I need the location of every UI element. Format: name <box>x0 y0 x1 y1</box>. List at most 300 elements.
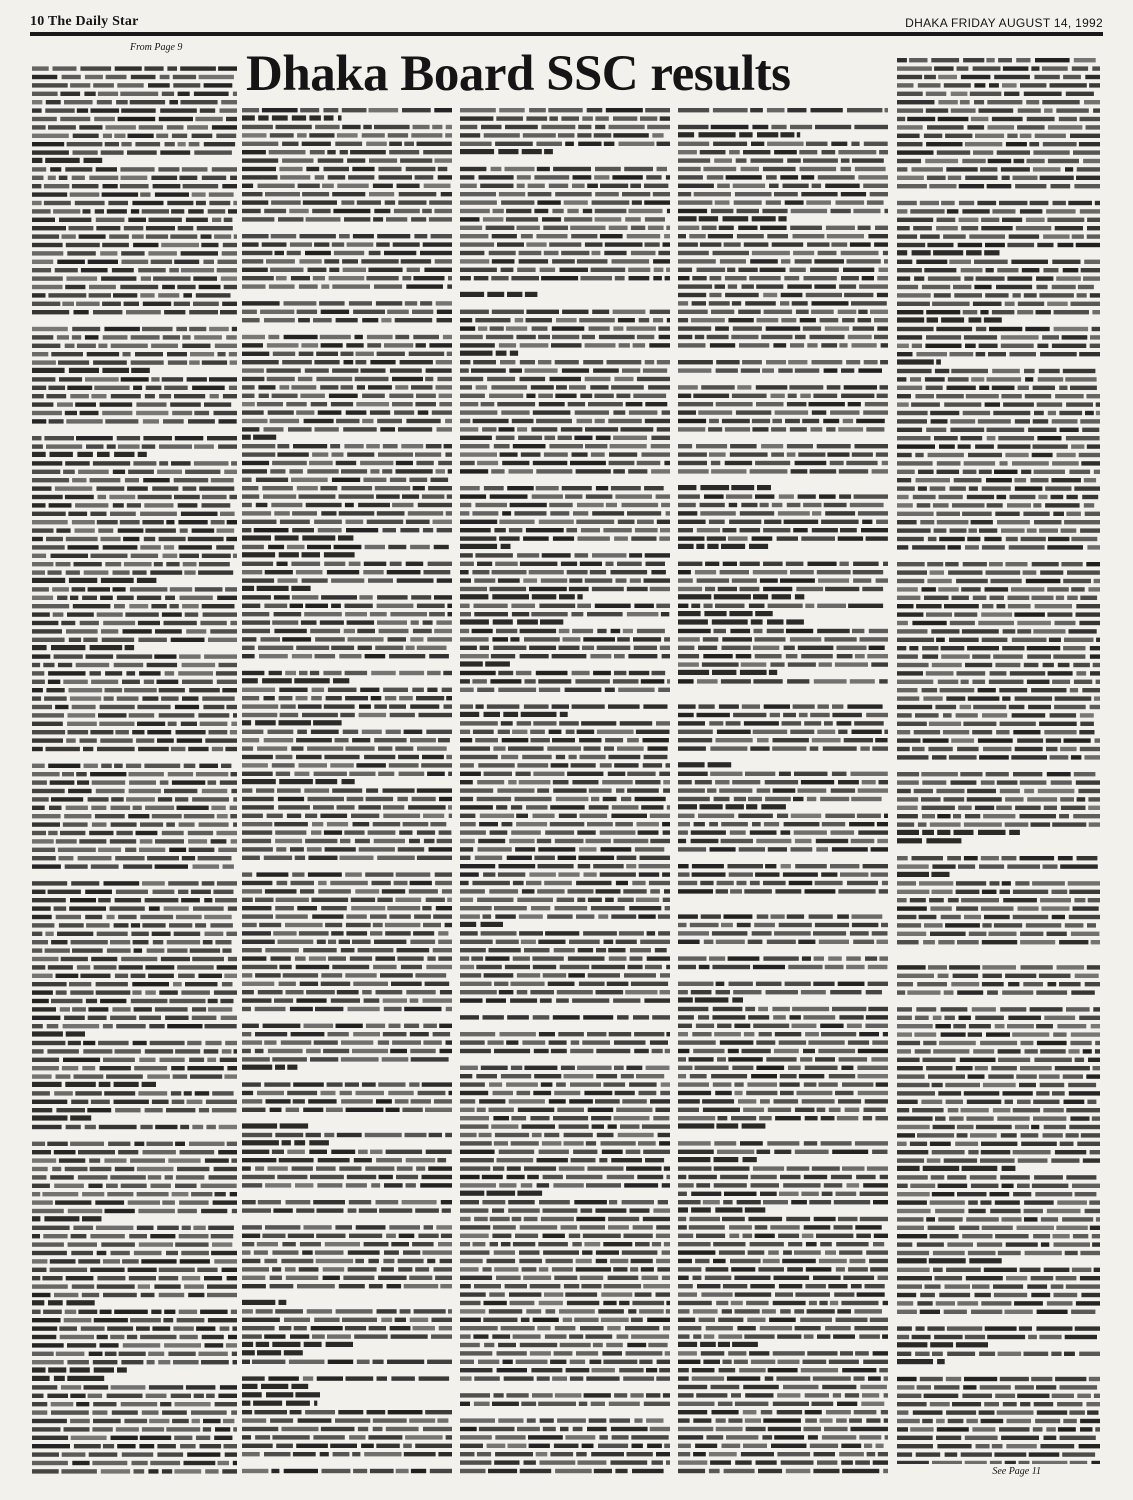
text-line <box>32 134 236 138</box>
text-line <box>460 1200 668 1204</box>
text-line <box>897 680 1100 684</box>
text-line <box>32 1259 237 1263</box>
text-line <box>32 890 234 894</box>
text-line <box>897 317 1002 322</box>
text-line <box>678 594 804 599</box>
text-line <box>242 535 353 540</box>
text-line <box>32 638 237 642</box>
text-line <box>678 721 884 725</box>
text-line <box>460 1435 669 1439</box>
text-line <box>897 250 1000 255</box>
text-line <box>460 200 670 204</box>
text-line <box>678 125 888 129</box>
text-line <box>32 310 237 314</box>
text-line <box>32 1167 237 1171</box>
text-line <box>32 1352 237 1356</box>
text-line <box>460 805 670 809</box>
text-line <box>897 722 1094 726</box>
text-line <box>460 528 670 532</box>
text-line <box>242 1427 452 1431</box>
text-line <box>897 1310 1095 1314</box>
text-line <box>678 1015 888 1019</box>
text-line <box>897 1251 1100 1255</box>
text-line <box>242 1057 449 1061</box>
text-line <box>897 1166 1015 1171</box>
text-line <box>242 167 447 171</box>
text-line <box>32 1251 237 1255</box>
text-line <box>897 1226 1100 1230</box>
text-line <box>897 990 1095 994</box>
text-line <box>678 839 888 843</box>
text-line <box>242 368 452 372</box>
text-line <box>32 260 237 264</box>
text-line <box>32 537 237 541</box>
text-line <box>678 889 888 893</box>
text-line <box>32 108 237 112</box>
text-line <box>242 394 452 398</box>
text-line <box>242 965 452 969</box>
text-line <box>32 663 237 667</box>
text-line <box>242 830 451 834</box>
text-line <box>460 1082 670 1086</box>
text-line <box>32 570 233 574</box>
text-line <box>897 209 1100 213</box>
text-line <box>32 1091 234 1095</box>
text-line <box>32 520 237 524</box>
text-line <box>678 284 888 288</box>
text-line <box>678 1217 888 1221</box>
text-line <box>678 1099 888 1103</box>
text-line <box>460 730 670 734</box>
text-line <box>460 562 665 566</box>
text-line <box>32 461 237 465</box>
results-column-5 <box>895 54 1103 1464</box>
text-line <box>897 359 941 364</box>
text-line <box>460 1049 670 1053</box>
text-line <box>897 1108 1100 1112</box>
text-line <box>897 1258 1002 1263</box>
text-line <box>32 1367 127 1372</box>
text-line <box>897 1200 1100 1204</box>
text-line <box>897 268 1100 272</box>
text-line <box>242 1049 452 1053</box>
text-line <box>678 1376 888 1380</box>
text-line <box>678 704 883 708</box>
text-line <box>32 1016 237 1020</box>
text-line <box>678 1108 886 1112</box>
text-line <box>897 503 1094 507</box>
text-line <box>32 596 237 600</box>
text-line <box>32 1335 237 1339</box>
text-line <box>897 1402 1100 1406</box>
text-line <box>460 1166 670 1170</box>
text-line <box>460 998 670 1002</box>
text-line <box>32 654 237 658</box>
text-line <box>242 562 452 566</box>
article-headline: Dhaka Board SSC results <box>246 46 791 102</box>
text-line <box>678 797 882 801</box>
text-line <box>897 638 1100 642</box>
text-line <box>897 108 1100 112</box>
text-line <box>897 890 1100 894</box>
text-line <box>460 637 670 641</box>
text-line <box>678 385 888 389</box>
text-line <box>460 864 670 868</box>
text-line <box>678 511 888 515</box>
text-line <box>460 133 664 137</box>
text-line <box>242 1225 452 1229</box>
text-line <box>32 1410 237 1414</box>
text-line <box>460 1250 670 1254</box>
text-line <box>897 92 1094 96</box>
text-line <box>32 444 237 448</box>
text-line <box>242 1175 452 1179</box>
text-line <box>897 1242 1100 1246</box>
text-line <box>678 485 771 490</box>
text-line <box>460 688 670 692</box>
text-line <box>678 923 888 927</box>
text-line <box>460 335 670 339</box>
text-line <box>460 1099 670 1103</box>
text-line <box>678 427 884 431</box>
text-line <box>897 234 1100 238</box>
text-line <box>460 1301 670 1305</box>
text-line <box>460 1284 670 1288</box>
text-line <box>242 1091 452 1095</box>
text-line <box>678 713 888 717</box>
results-column-3 <box>458 104 673 1474</box>
text-line <box>460 1217 670 1221</box>
text-line <box>32 722 237 726</box>
text-line <box>678 402 888 406</box>
text-line <box>678 1175 888 1179</box>
text-line <box>242 1469 452 1473</box>
text-line <box>678 738 888 742</box>
text-line <box>242 898 452 902</box>
text-line <box>897 461 1100 465</box>
text-line <box>32 478 234 482</box>
text-line <box>897 369 1095 373</box>
text-line <box>32 411 237 415</box>
text-line <box>242 115 342 120</box>
text-line <box>242 654 449 658</box>
text-line <box>678 150 888 154</box>
text-line <box>897 545 1100 549</box>
text-line <box>897 293 1100 297</box>
text-line <box>897 486 1100 490</box>
text-line <box>32 1074 237 1078</box>
text-line <box>678 1157 757 1162</box>
text-line <box>242 276 452 280</box>
text-line <box>460 310 670 314</box>
text-line <box>32 1461 237 1465</box>
text-line <box>242 478 448 482</box>
text-line <box>897 780 1100 784</box>
text-line <box>32 1385 237 1389</box>
text-line <box>897 1342 988 1347</box>
text-line <box>32 705 237 709</box>
text-line <box>678 1234 888 1238</box>
text-line <box>242 1108 452 1112</box>
text-line <box>897 688 1100 692</box>
text-line <box>460 797 666 801</box>
text-line <box>897 747 1100 751</box>
text-line <box>678 1200 888 1204</box>
text-line <box>32 604 235 608</box>
text-line <box>242 343 452 347</box>
text-line <box>242 108 452 112</box>
text-line <box>242 335 452 339</box>
text-line <box>32 486 234 490</box>
text-line <box>897 965 1100 969</box>
text-line <box>678 1351 888 1355</box>
text-line <box>460 175 670 179</box>
text-line <box>32 680 237 684</box>
masthead-rule <box>30 32 1103 36</box>
text-line <box>242 259 452 263</box>
text-line <box>678 452 888 456</box>
text-line <box>32 436 237 440</box>
text-line <box>32 1024 237 1028</box>
text-line <box>460 1015 670 1019</box>
text-line <box>460 679 670 683</box>
text-line <box>460 251 670 255</box>
text-line <box>32 470 237 474</box>
text-line <box>242 552 355 557</box>
text-line <box>897 66 1100 70</box>
text-line <box>897 528 1100 532</box>
text-line <box>242 150 452 154</box>
text-line <box>242 1140 329 1145</box>
text-line <box>242 1318 452 1322</box>
text-line <box>460 368 667 372</box>
text-line <box>460 830 670 834</box>
text-line <box>897 176 1100 180</box>
text-line <box>678 1150 888 1154</box>
text-line <box>32 158 102 163</box>
text-line <box>242 772 452 776</box>
text-line <box>460 780 670 784</box>
text-line <box>32 1184 237 1188</box>
text-line <box>678 1452 888 1456</box>
text-line <box>460 1318 670 1322</box>
text-line <box>460 108 670 112</box>
text-line <box>32 696 235 700</box>
text-line <box>242 1099 452 1103</box>
text-line <box>242 570 450 574</box>
text-line <box>460 1191 542 1196</box>
text-line <box>460 402 667 406</box>
text-line <box>242 595 452 599</box>
text-line <box>678 419 885 423</box>
text-line <box>460 318 670 322</box>
text-line <box>32 243 237 247</box>
text-line <box>678 822 888 826</box>
text-line <box>460 1469 664 1473</box>
text-line <box>678 132 800 137</box>
text-line <box>678 1207 765 1212</box>
text-line <box>242 511 452 515</box>
text-line <box>678 646 885 650</box>
text-line <box>678 570 883 574</box>
text-line <box>897 587 1100 591</box>
text-line <box>460 1141 670 1145</box>
text-line <box>32 1419 234 1423</box>
text-line <box>242 1300 286 1305</box>
text-line <box>242 788 452 792</box>
text-line <box>897 772 1095 776</box>
text-line <box>242 1242 452 1246</box>
text-line <box>242 310 452 314</box>
text-line <box>460 1368 670 1372</box>
text-line <box>32 688 237 692</box>
text-line <box>460 234 670 238</box>
text-line <box>678 679 888 683</box>
text-line <box>678 1309 882 1313</box>
text-line <box>897 663 1100 667</box>
text-line <box>897 1007 1100 1011</box>
text-line <box>32 898 237 902</box>
text-line <box>242 142 452 146</box>
text-line <box>242 779 355 784</box>
text-line <box>897 604 1100 608</box>
text-line <box>460 872 670 876</box>
text-line <box>897 243 1100 247</box>
text-line <box>678 872 888 876</box>
text-line <box>242 637 452 641</box>
text-line <box>897 1083 1096 1087</box>
text-line <box>897 1184 1100 1188</box>
text-line <box>32 192 234 196</box>
text-line <box>32 1209 237 1213</box>
text-line <box>460 1225 670 1229</box>
text-line <box>460 536 670 540</box>
text-line <box>897 1410 1099 1414</box>
text-line <box>32 452 147 457</box>
text-line <box>460 1074 664 1078</box>
continued-from-label: From Page 9 <box>130 42 183 53</box>
text-line <box>897 596 1097 600</box>
text-line <box>460 461 670 465</box>
text-line <box>460 654 670 658</box>
text-line <box>460 377 670 381</box>
text-line <box>678 1318 888 1322</box>
text-line <box>460 990 670 994</box>
text-line <box>242 419 452 423</box>
text-line <box>242 1418 448 1422</box>
text-line <box>460 1208 670 1212</box>
text-line <box>897 579 1100 583</box>
text-line <box>678 864 888 868</box>
text-line <box>242 1082 452 1086</box>
text-line <box>897 713 1094 717</box>
text-line <box>242 1024 452 1028</box>
text-line <box>32 1394 237 1398</box>
text-line <box>32 621 237 625</box>
text-line <box>460 1108 670 1112</box>
text-line <box>678 469 888 473</box>
text-line <box>678 990 882 994</box>
text-line <box>897 260 1100 264</box>
text-line <box>897 1352 1100 1356</box>
text-line <box>897 184 1100 188</box>
text-line <box>678 1393 888 1397</box>
text-line <box>460 184 668 188</box>
text-line <box>897 1074 1100 1078</box>
text-line <box>32 302 237 306</box>
text-line <box>678 209 888 213</box>
text-line <box>897 1024 1100 1028</box>
text-line <box>897 1150 1100 1154</box>
text-line <box>242 402 452 406</box>
text-line <box>460 661 510 666</box>
text-line <box>460 1150 670 1154</box>
text-line <box>32 578 156 583</box>
text-line <box>32 1158 237 1162</box>
text-line <box>32 789 237 793</box>
text-line <box>242 872 452 876</box>
text-line <box>678 619 804 624</box>
text-line <box>897 1284 1100 1288</box>
text-line <box>678 1418 888 1422</box>
text-line <box>897 352 1100 356</box>
text-line <box>460 881 670 885</box>
results-column-4 <box>676 104 891 1474</box>
text-line <box>460 671 665 675</box>
text-line <box>897 671 1100 675</box>
text-line <box>678 259 888 263</box>
text-line <box>460 209 670 213</box>
text-line <box>678 1057 888 1061</box>
text-line <box>32 92 237 96</box>
text-line <box>897 1377 1100 1381</box>
text-line <box>242 1007 452 1011</box>
text-line <box>460 544 511 549</box>
text-line <box>897 570 1100 574</box>
text-line <box>460 772 670 776</box>
text-line <box>678 528 888 532</box>
text-line <box>678 1292 885 1296</box>
text-line <box>897 1192 1096 1196</box>
text-line <box>460 1334 669 1338</box>
text-line <box>897 411 1100 415</box>
text-line <box>242 713 452 717</box>
text-line <box>32 1436 232 1440</box>
text-line <box>678 444 888 448</box>
text-line <box>242 1350 303 1355</box>
text-line <box>242 763 452 767</box>
text-line <box>242 1065 297 1070</box>
text-line <box>32 1007 232 1011</box>
text-line <box>897 1452 1095 1456</box>
text-line <box>242 1123 308 1128</box>
results-text-block-1 <box>30 54 240 1474</box>
text-line <box>242 494 452 498</box>
text-line <box>32 999 234 1003</box>
text-line <box>897 1276 1100 1280</box>
text-line <box>32 881 237 885</box>
text-line <box>460 1066 670 1070</box>
text-line <box>460 906 670 910</box>
text-line <box>678 1284 885 1288</box>
text-line <box>242 469 452 473</box>
text-line <box>897 1116 1100 1120</box>
text-line <box>460 948 667 952</box>
text-line <box>32 512 235 516</box>
text-line <box>32 66 237 70</box>
text-line <box>32 990 237 994</box>
results-column-2 <box>240 104 455 1474</box>
